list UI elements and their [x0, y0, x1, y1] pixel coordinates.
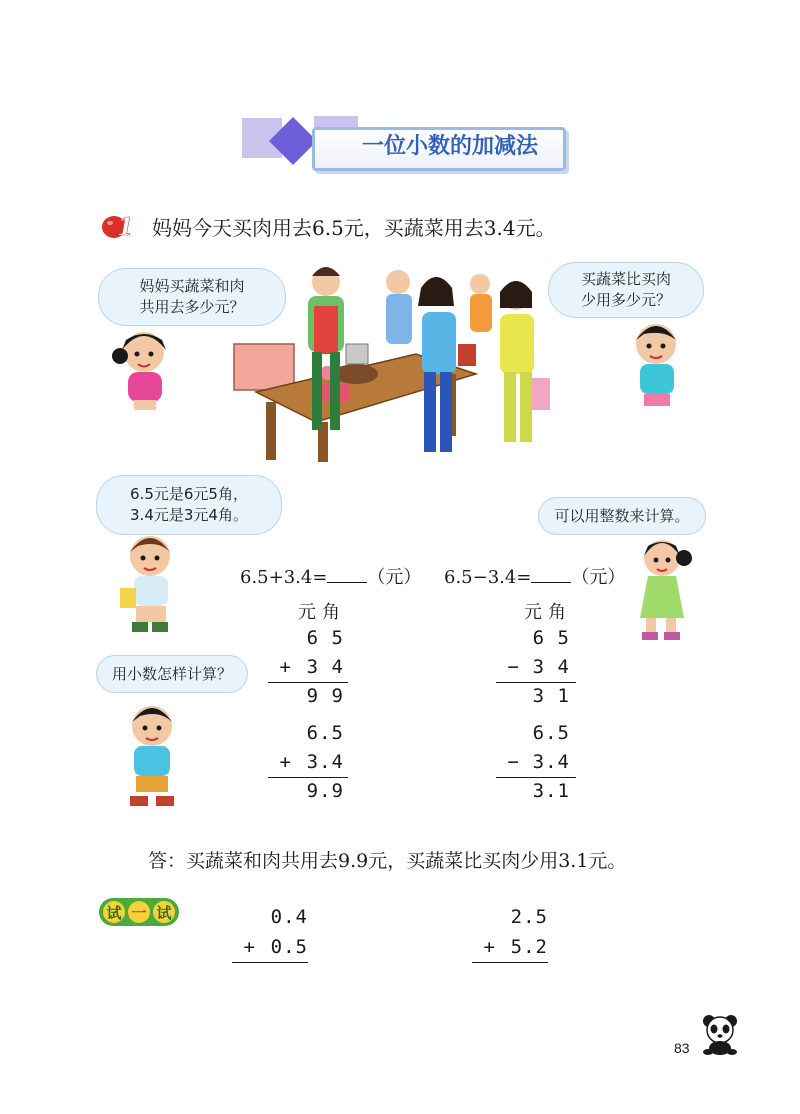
- decimal-add-top: 6.5: [306, 722, 344, 744]
- boy-blue-illustration: [614, 318, 700, 410]
- answer-blank[interactable]: [327, 566, 367, 583]
- example-number: 1: [117, 212, 134, 241]
- bubble-line: 6.5元是6元5角，: [130, 485, 248, 503]
- difference-line: [496, 777, 576, 778]
- try-char: 试: [106, 904, 122, 922]
- bubble-line: 用小数怎样计算？: [111, 664, 232, 683]
- try-it-badge-icon: [98, 897, 180, 927]
- yuan-jiao-header: [298, 598, 346, 624]
- try2-operator: +: [483, 936, 496, 958]
- try1-line: [232, 962, 308, 963]
- integer-sub-top: 6 5: [532, 627, 570, 649]
- girl-green-illustration: [624, 534, 700, 642]
- bubble-use-integers: [538, 497, 706, 535]
- bubble-line: 少用多少元？: [580, 291, 671, 309]
- boy-book-illustration: [110, 530, 192, 640]
- decimal-add-result: 9.9: [306, 780, 344, 802]
- decimal-sub-bottom: 3.4: [532, 751, 570, 773]
- try-char: 一: [131, 904, 147, 922]
- answer-text: 答：买蔬菜和肉共用去9.9元，买蔬菜比买肉少用3.1元。: [148, 850, 627, 872]
- unit-label: （元）: [571, 567, 626, 588]
- bubble-yuan-jiao: [96, 475, 282, 535]
- jiao-header: 角: [322, 602, 346, 623]
- jiao-header: 角: [548, 602, 572, 623]
- integer-add-bottom: 3 4: [306, 656, 344, 678]
- bubble-line: 妈妈买蔬菜和肉: [139, 277, 245, 295]
- try1-operator: +: [243, 936, 256, 958]
- addition-equation: [240, 563, 421, 589]
- try2-line: [472, 962, 548, 963]
- sum-line: [268, 777, 348, 778]
- page-title: 一位小数的加减法: [361, 134, 538, 159]
- bubble-total-question: [98, 268, 286, 326]
- yuan-header: 元: [524, 602, 548, 623]
- try-char: 试: [156, 904, 172, 922]
- integer-add-result: 9 9: [306, 685, 344, 707]
- girl-pink-illustration: [104, 326, 188, 412]
- decimal-add-operator: +: [279, 751, 292, 773]
- integer-sub-result: 3 1: [532, 685, 570, 707]
- integer-sub-bottom: 3 4: [532, 656, 570, 678]
- unit-label: （元）: [367, 567, 422, 588]
- bubble-line: 共用去多少元？: [139, 298, 245, 316]
- panda-icon: [700, 1012, 740, 1056]
- bubble-line: 可以用整数来计算。: [554, 506, 690, 525]
- integer-sub-operator: −: [507, 656, 520, 678]
- decimal-sub-operator: −: [507, 751, 520, 773]
- subtraction-equation: [444, 563, 625, 589]
- try1-top: 0.4: [270, 906, 308, 928]
- integer-add-operator: +: [279, 656, 292, 678]
- bubble-difference-question: [548, 262, 704, 318]
- bubble-line: 买蔬菜比买肉: [580, 270, 671, 288]
- difference-line: [496, 682, 576, 683]
- answer-blank[interactable]: [531, 566, 571, 583]
- boy-orange-illustration: [112, 700, 192, 810]
- addition-expression: 6.5+3.4=: [240, 567, 328, 588]
- try1-bottom: 0.5: [270, 936, 308, 958]
- page-number: 83: [674, 1040, 690, 1056]
- example-number-icon: [100, 209, 134, 241]
- yuan-header: 元: [298, 602, 322, 623]
- example-text: 妈妈今天买肉用去6.5元，买蔬菜用去3.4元。: [152, 216, 556, 240]
- sum-line: [268, 682, 348, 683]
- subtraction-expression: 6.5−3.4=: [444, 567, 532, 588]
- yuan-jiao-header: [524, 598, 572, 624]
- bubble-decimal-method: [96, 655, 248, 693]
- decimal-sub-result: 3.1: [532, 780, 570, 802]
- integer-add-top: 6 5: [306, 627, 344, 649]
- decimal-sub-top: 6.5: [532, 722, 570, 744]
- decimal-add-bottom: 3.4: [306, 751, 344, 773]
- bubble-line: 3.4元是3元4角。: [130, 506, 248, 524]
- try2-bottom: 5.2: [510, 936, 548, 958]
- try2-top: 2.5: [510, 906, 548, 928]
